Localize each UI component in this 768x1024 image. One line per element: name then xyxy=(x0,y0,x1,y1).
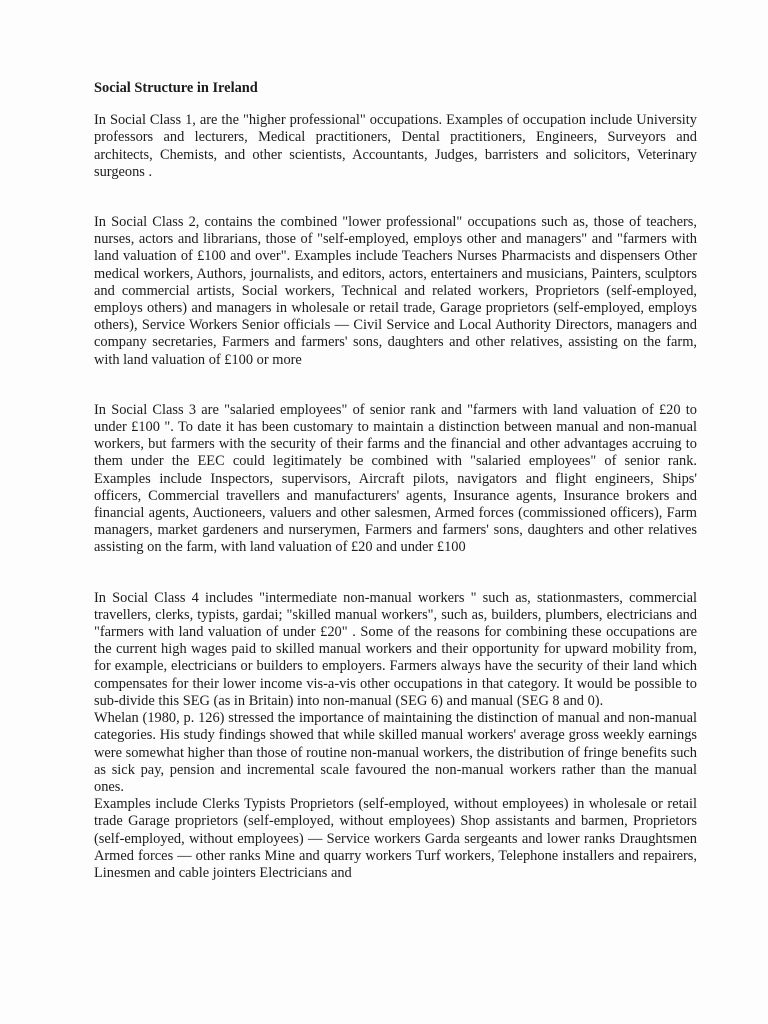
paragraph-spacer xyxy=(94,181,697,214)
paragraph-social-class-3: In Social Class 3 are "salaried employees" of senior rank and "farmers with land valuation of £20 to under £100 ". To date it has been customary to maintain a distinction between manual and non-manual workers, but farmers with the security of their farms and the financial and other advantages accruing to them under the EEC could legitimately be combined with "salaried employees" of senior rank. Examples include Inspectors, supervisors, Aircraft pilots, navigators and flight engineers, Ships' officers, Commercial travellers and manufacturers' agents, Insurance agents, Insurance brokers and financial agents, Auctioneers, valuers and other salesmen, Armed forces (commissioned officers), Farm managers, market gardeners and nurserymen, Farmers and farmers' sons, daughters and other relatives assisting on the farm, with land valuation of £20 and under £100 xyxy=(94,401,697,556)
paragraph-class-4-examples: Examples include Clerks Typists Proprietors (self-employed, without employees) in wholesale or retail trade Garage proprietors (self-employed, without employees) Shop assistants and barmen, Proprietors (self-employed, without employees) — Service workers Garda sergeants and lower ranks Draughtsmen Armed forces — other ranks Mine and quarry workers Turf workers, Telephone installers and repairers, Linesmen and cable jointers Electricians and xyxy=(94,796,697,881)
paragraph-social-class-2: In Social Class 2, contains the combined "lower professional" occupations such as, those of teachers, nurses, actors and librarians, those of "self-employed, employs other and managers" and "farmers with land valuation of £100 and over". Examples include Teachers Nurses Pharmacists and dispensers Other medical workers, Authors, journalists, and editors, actors, entertainers and musicians, Painters, sculptors and commercial artists, Social workers, Technical and related workers, Proprietors (self-employed, employs others) and managers in wholesale or retail trade, Garage proprietors (self-employed, employs others), Service Workers Senior officials — Civil Service and Local Authority Directors, managers and company secretaries, Farmers and farmers' sons, daughters and other relatives, assisting on the farm, with land valuation of £100 or more xyxy=(94,214,697,368)
paragraph-social-class-1: In Social Class 1, are the "higher professional" occupations. Examples of occupation include University professors and lecturers, Medical practitioners, Dental practitioners, Engineers, Surveyors and architects, Chemists, and other scientists, Accountants, Judges, barristers and solicitors, Veterinary surgeons . xyxy=(94,112,697,180)
paragraph-spacer xyxy=(94,557,697,590)
document-title: Social Structure in Ireland xyxy=(94,80,258,96)
paragraph-social-class-4: In Social Class 4 includes "intermediate non-manual workers " such as, stationmasters, commercial travellers, clerks, typists, gardai; "skilled manual workers", such as, builders, plumbers, electricians and "farmers with land valuation of under £20" . Some of the reasons for combining these occupations are the current high wages paid to skilled manual workers and their opportunity for upward mobility from, for example, electricians or builders to employers. Farmers always have the security of their land which compensates for their lower income vis-a-vis other occupations in that category. It would be possible to sub-divide this SEG (as in Britain) into non-manual (SEG 6) and manual (SEG 8 and 0). xyxy=(94,589,697,709)
paragraph-spacer xyxy=(94,369,697,402)
document-body xyxy=(94,80,697,882)
paragraph-whelan: Whelan (1980, p. 126) stressed the importance of maintaining the distinction of manual and non-manual categories. His study findings showed that while skilled manual workers' average gross weekly earnings were somewhat higher than those of routine non-manual workers, the distribution of fringe benefits such as sick pay, pension and incremental scale favoured the non-manual workers rather than the manual ones. xyxy=(94,710,697,795)
